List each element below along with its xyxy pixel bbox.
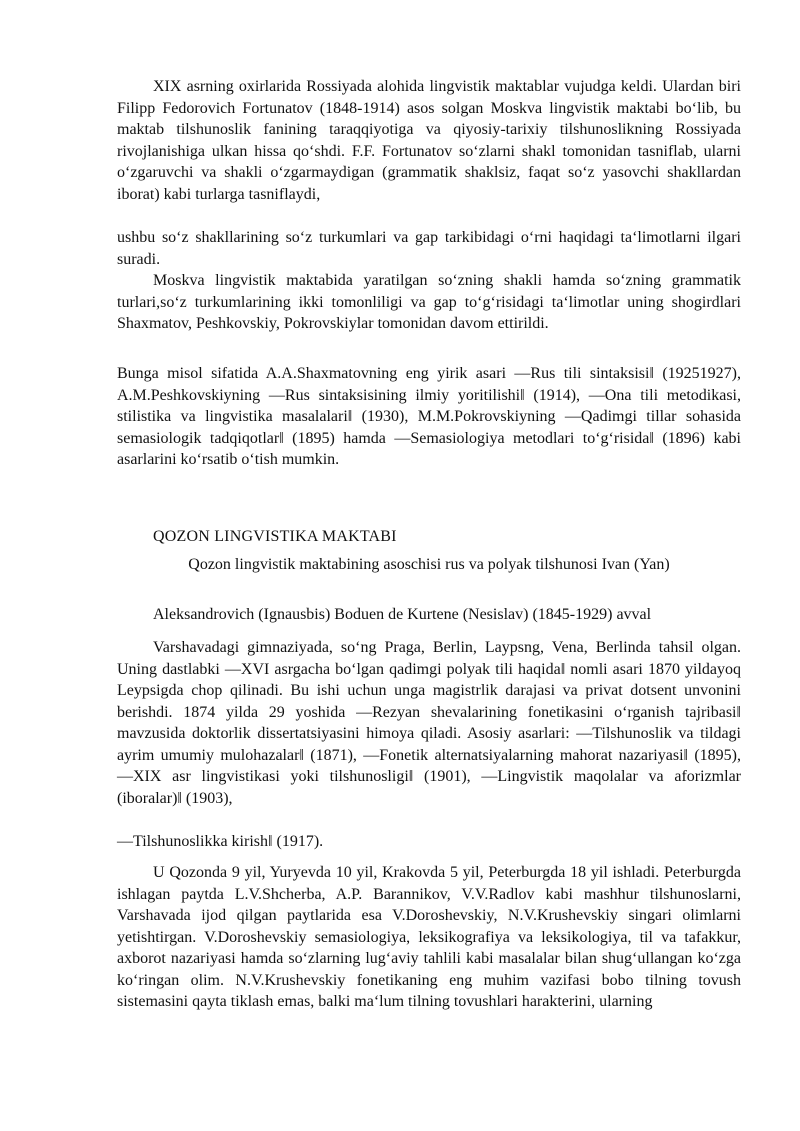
paragraph-kazan-founder: Qozon lingvistik maktabining asoschisi rus va polyak tilshunosi Ivan (Yan) [188,556,670,573]
section-heading-kazan-school: QOZON LINGVISTIKA MAKTABI [153,528,397,545]
paragraph-works-examples: Bunga misol sifatida A.A.Shaxmatovning eng yirik asari ―Rus tili sintaksisi‖ (19251927), A.M.Peshkovskiyning ―Rus sintaksisining ilmiy yoritilishi‖ (1914), ―Ona tili metodikasi, stilistika va lingvistika masalalari‖ (1930), M.M.Pokrovskiyning ―Qadimgi tillar sohasida semasiologik tadqiqotlar‖ (1895) hamda ―Semasiologiya metodlari to‘g‘risida‖ (1896) kabi asarlarini ko‘rsatib o‘tish mumkin. [117,365,741,468]
paragraph-baudouin-career: U Qozonda 9 yil, Yuryevda 10 yil, Krakovda 5 yil, Peterburgda 18 yil ishladi. Peterburgda ishlagan paytda L.V.Shcherba, A.P. Barannikov, V.V.Radlov kabi mashhur tilshunoslarni, Varshavada ijod qilgan paytlarida esa V.Doroshevskiy, N.V.Krushevskiy singari olimlarni yetishtirgan. V.Doroshevskiy semasiologiya, leksikografiya va leksikologiya, til va tafakkur, axborot nazariyasi hamda so‘zlarning lug‘aviy tahlili kabi masalalar bilan shug‘ullangan ko‘zga ko‘ringan olim. N.V.Krushevskiy fonetikaning eng muhim vazifasi bobo tilning tovush sistemasini qayta tiklash emas, balki ma‘lum tilning tovushlari harakterini, ularning [117,864,741,1010]
paragraph-baudouin-biography: Varshavadagi gimnaziyada, so‘ng Praga, Berlin, Laypsng, Vena, Berlinda tahsil olgan. Uning dastlabki ―XVI asrgacha bo‘lgan qadimgi polyak tili haqida‖ nomli asari 1870 yildayoq Leypsigda chop qilinadi. Bu ishi uchun unga magistrlik darajasi va privat dotsent unvonini berishdi. 1874 yilda 29 yoshida ―Rezyan shevalarining fonetikasini o‘rganish tajribasi‖ mavzusida doktorlik dissertatsiyasini himoya qiladi. Asosiy asarlari: ―Tilshunoslik va tildagi ayrim umumiy mulohazalar‖ (1871), ―Fonetik alternatsiyalarning mahorat nazariyasi‖ (1895), ―XIX asr lingvistikasi yoki tilshunosligi‖ (1901), ―Lingvistik maqolalar va aforizmlar (iboralar)‖ (1903), [117,639,741,807]
paragraph-intro-linguistics: ―Tilshunoslikka kirish‖ (1917). [117,833,324,850]
paragraph-baudouin-name: Aleksandrovich (Ignausbis) Boduen de Kurtene (Nesislav) (1845-1929) avval [153,606,652,623]
paragraph-moscow-school-students: Moskva lingvistik maktabida yaratilgan so‘zning shakli hamda so‘zning grammatik turlari,so‘z turkumlarining ikki tomonliligi va gap to‘g‘risidagi ta‘limotlar uning shogirdlari Shaxmatov, Peshkovskiy, Pokrovskiylar tomonidan davom ettirildi. [117,272,741,332]
paragraph-fortunatov-continuation: ushbu so‘z shakllarining so‘z turkumlari va gap tarkibidagi o‘rni haqidagi ta‘limotlarni ilgari suradi. [117,229,741,268]
paragraph-moscow-school-intro: XIX asrning oxirlarida Rossiyada alohida lingvistik maktablar vujudga keldi. Ulardan biri Filipp Fedorovich Fortunatov (1848-1914) asos solgan Moskva lingvistik maktabi bo‘lib, bu maktab tilshunoslik fanining taraqqiyotiga va qiyosiy-tarixiy tilshunoslikning Rossiyada rivojlanishiga ulkan hissa qo‘shdi. F.F. Fortunatov so‘zlarni shakl tomonidan tasniflab, ularni o‘zgaruvchi va shakli o‘zgarmaydigan (grammatik shaklsiz, faqat so‘z yasovchi shakllardan iborat) kabi turlarga tasniflaydi, [117,78,741,203]
